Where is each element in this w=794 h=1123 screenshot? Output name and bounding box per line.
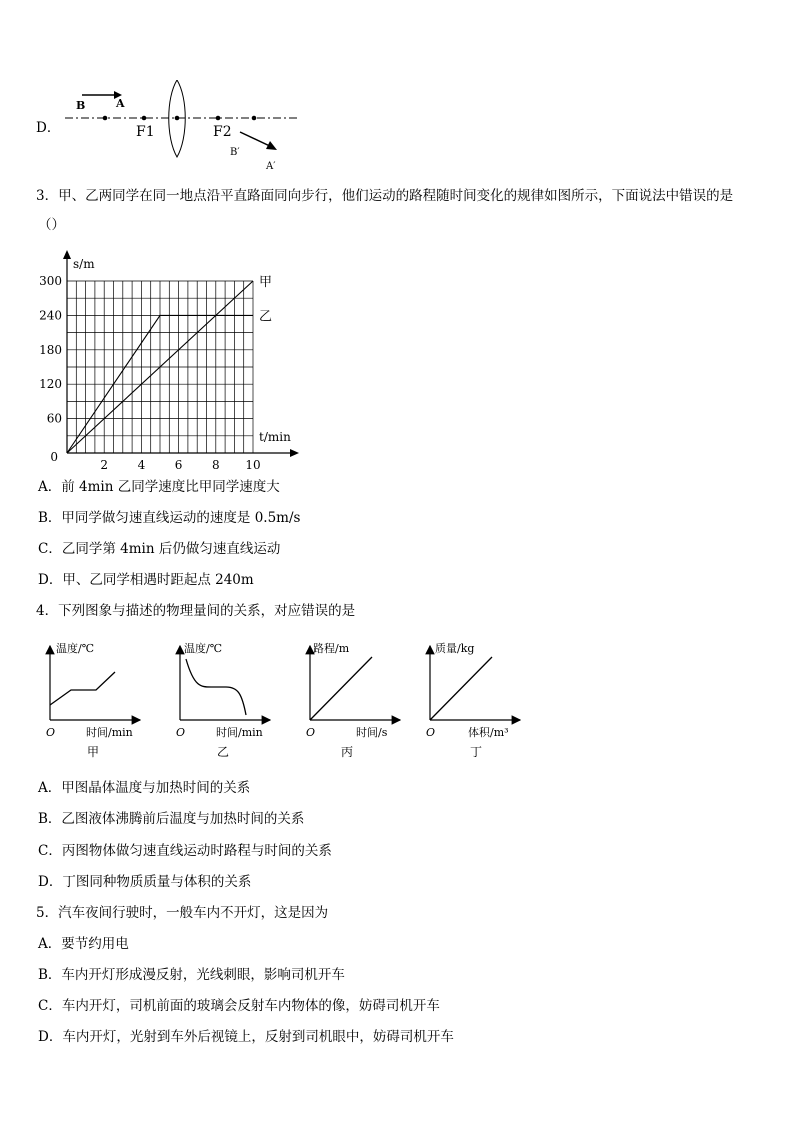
lens-ray-diagram — [60, 80, 320, 175]
svg-text:路程/m: 路程/m — [313, 642, 350, 655]
svg-text:温度/℃: 温度/℃ — [184, 642, 223, 655]
label-f1: F1 — [136, 124, 155, 140]
graph-yi — [176, 641, 270, 759]
graph-jia — [46, 641, 140, 759]
series-label: 乙 — [259, 309, 273, 325]
svg-text:温度/℃: 温度/℃ — [56, 642, 95, 655]
q5-option-b: B．车内开灯形成漫反射，光线刺眼，影响司机开车 — [38, 967, 345, 983]
label-a-prime: A′ — [266, 161, 276, 172]
svg-text:O: O — [306, 726, 316, 739]
x-axis-arrow — [290, 449, 299, 457]
q4-stem: 4．下列图象与描述的物理量间的关系，对应错误的是 — [36, 603, 356, 619]
svg-text:时间/min: 时间/min — [86, 726, 133, 739]
svg-text:体积/m³: 体积/m³ — [468, 726, 509, 739]
q4-option-a: A．甲图晶体温度与加热时间的关系 — [38, 780, 251, 796]
q5-stem: 5．汽车夜间行驶时，一般车内不开灯，这是因为 — [36, 905, 329, 921]
y-axis-label: s/m — [73, 257, 95, 271]
curve-boiling — [186, 659, 246, 715]
x-tick-label: 6 — [174, 458, 183, 472]
f1-point — [142, 116, 147, 121]
q4-option-b: B．乙图液体沸腾前后温度与加热时间的关系 — [38, 811, 305, 827]
curve-mass-volume — [430, 657, 492, 720]
svg-text:O: O — [46, 726, 56, 739]
curve-uniform-motion — [310, 657, 372, 720]
y-tick-label: 120 — [39, 377, 62, 392]
svg-text:时间/s: 时间/s — [356, 726, 388, 739]
y-tick-label: 240 — [39, 308, 62, 323]
label-a: A — [116, 97, 125, 110]
q3-option-d: D．甲、乙同学相遇时距起点 240m — [38, 572, 254, 588]
four-graphs — [36, 632, 556, 762]
svg-text:乙: 乙 — [217, 745, 230, 759]
graph-bing — [306, 641, 400, 759]
svg-text:时间/min: 时间/min — [216, 726, 263, 739]
distance-time-chart — [36, 246, 306, 476]
axis-point — [103, 116, 108, 121]
y-tick-label: 300 — [39, 274, 62, 288]
q4-option-c: C．丙图物体做匀速直线运动时路程与时间的关系 — [38, 843, 332, 859]
svg-text:丁: 丁 — [470, 745, 483, 759]
label-b-prime: B′ — [230, 147, 240, 158]
q4-option-d: D．丁图同种物质质量与体积的关系 — [38, 874, 252, 890]
svg-text:O: O — [426, 726, 436, 739]
q5-option-c: C．车内开灯，司机前面的玻璃会反射车内物体的像，妨碍司机开车 — [38, 998, 440, 1014]
q3-option-a: A．前 4min 乙同学速度比甲同学速度大 — [38, 479, 280, 495]
f2-point — [216, 116, 221, 121]
q2-option-d-label: D． — [36, 120, 61, 136]
x-tick-label: 10 — [245, 458, 261, 472]
x-axis-label: t/min — [259, 430, 291, 444]
y-axis-arrow — [63, 250, 71, 259]
x-tick-label: 4 — [137, 458, 146, 472]
series-label: 甲 — [259, 275, 273, 290]
y-tick-label: 180 — [39, 342, 62, 357]
q3-option-c: C．乙同学第 4min 后仍做匀速直线运动 — [38, 541, 281, 557]
label-f2: F2 — [213, 124, 232, 140]
axis-point — [252, 116, 257, 121]
q3-stem: 3．甲、乙两同学在同一地点沿平直路面同向步行，他们运动的路程随时间变化的规律如图所示，下面说法中错误的是 — [36, 188, 734, 204]
origin-label: 0 — [50, 450, 58, 464]
svg-text:O: O — [176, 726, 186, 739]
x-tick-label: 2 — [100, 458, 109, 472]
y-tick-label: 60 — [46, 411, 62, 426]
q5-option-d: D．车内开灯，光射到车外后视镜上，反射到司机眼中，妨碍司机开车 — [38, 1029, 454, 1045]
x-tick-label: 8 — [211, 458, 220, 472]
svg-text:质量/kg: 质量/kg — [435, 642, 475, 655]
graph-ding — [426, 641, 520, 759]
svg-text:甲: 甲 — [87, 745, 100, 759]
lens-center-point — [175, 116, 180, 121]
q3-stem-bracket: （） — [38, 217, 65, 233]
q5-option-a: A．要节约用电 — [38, 936, 129, 952]
q3-option-b: B．甲同学做匀速直线运动的速度是 0.5m/s — [38, 510, 301, 526]
curve-crystal-melting — [50, 672, 115, 705]
label-b: B — [76, 99, 86, 112]
svg-text:丙: 丙 — [341, 745, 354, 759]
